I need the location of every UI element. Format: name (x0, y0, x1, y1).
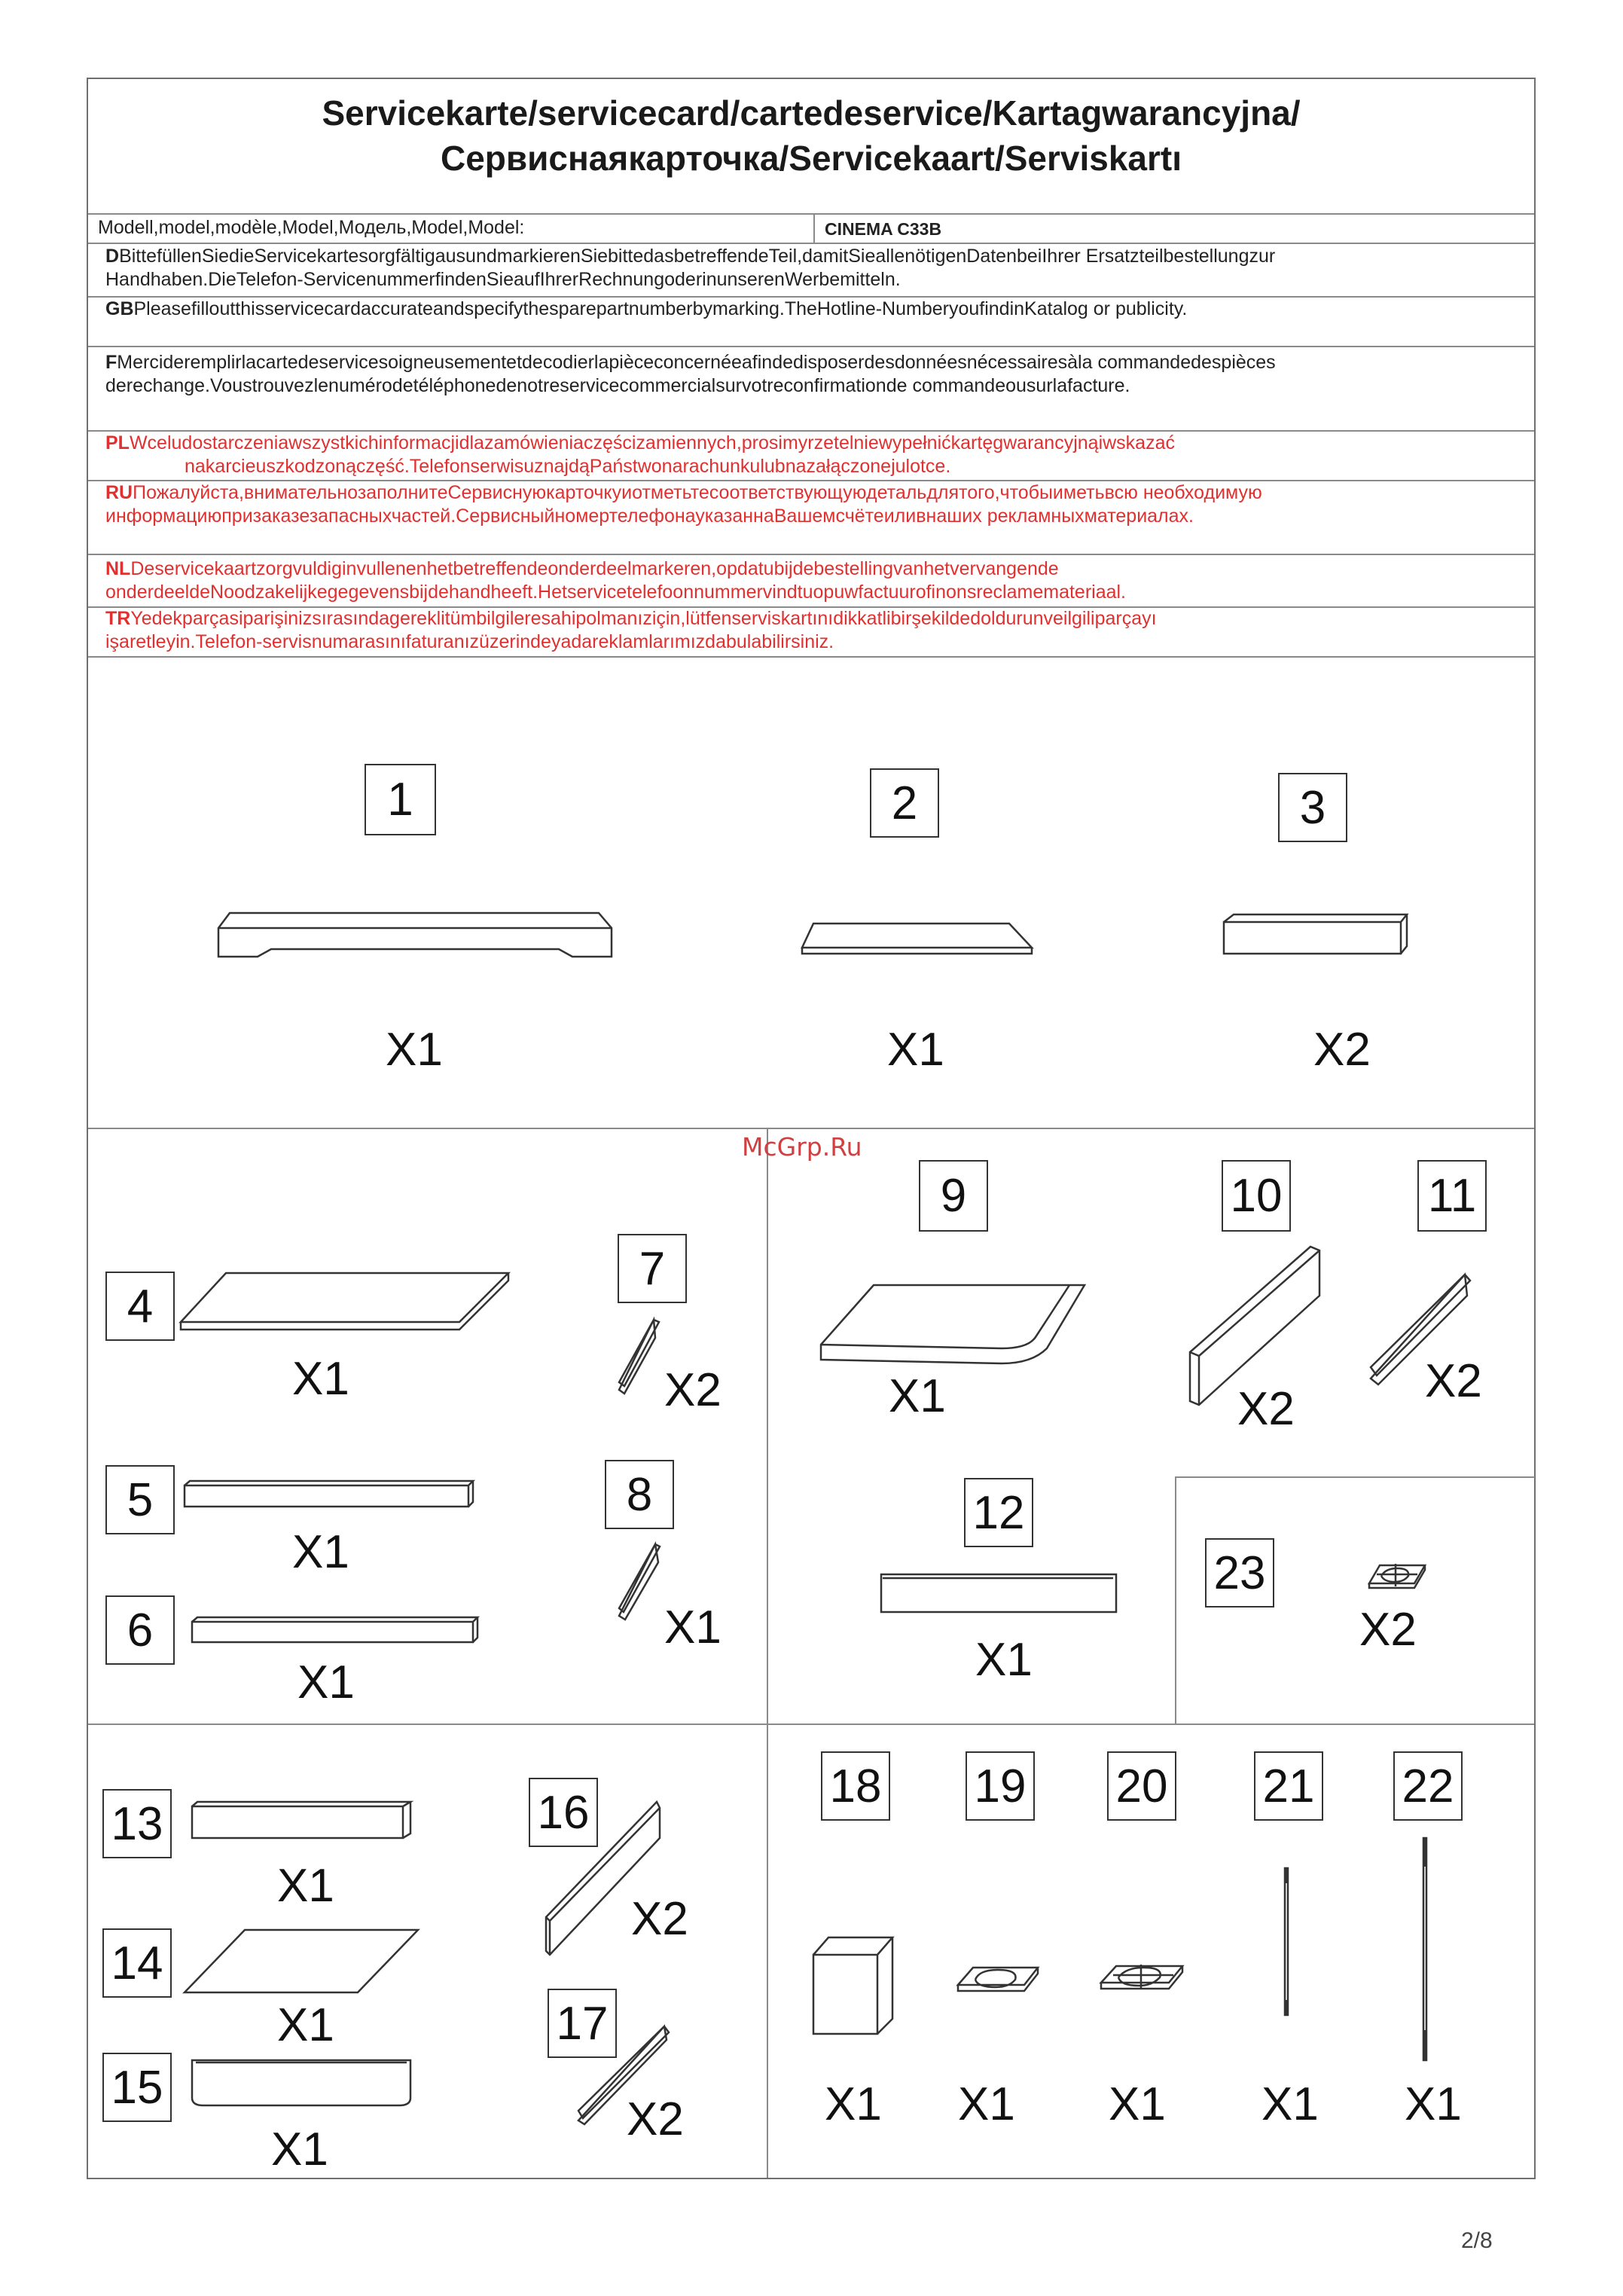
part-number-12[interactable]: 12 (964, 1478, 1033, 1547)
part-drawing-12 (881, 1574, 1116, 1612)
part-number-19[interactable]: 19 (966, 1751, 1035, 1821)
part-number-10[interactable]: 10 (1222, 1160, 1291, 1232)
part-drawing-22 (1423, 1838, 1426, 2060)
part-drawing-18 (813, 1937, 892, 2034)
part-qty-23: X2 (1359, 1604, 1417, 1656)
part-drawing-9 (821, 1285, 1085, 1363)
part-qty-17: X2 (627, 2093, 684, 2145)
model-label: Modell,model,modèle,Model,Модель,Model,Model: (98, 217, 525, 238)
title-line-2: Сервиснаякарточка/Servicekaart/Serviskartı (440, 139, 1182, 178)
instruction-ru: RUПожалуйста,внимательнозаполнитеСервиснуюкарточкуиотметьтесоответствующуюдетальдлятого,чтобыиметьвсю необходимую информациюпризаказезапасныхчастей.СервисныйномертелефонауказаннаВашемсчётеиливнаших рекламныхматериалах. (105, 482, 1262, 527)
part-number-7[interactable]: 7 (618, 1234, 687, 1303)
part-drawing-20 (1101, 1965, 1182, 1989)
part-drawing-10 (1190, 1247, 1319, 1405)
part-qty-3: X2 (1313, 1024, 1371, 1076)
part-drawing-3 (1224, 914, 1407, 954)
instruction-tr: TRYedekparçasiparişinizsırasındagereklitümbilgileresahipolmanıziçin,lütfenserviskartınıdikkatlibirşekildedoldurunveilgiliparçayı işaretleyin.Telefon-servisnumarasınıfaturanızüzerindeyadareklamlarımızdabulabilirsiniz. (105, 608, 1157, 652)
part-drawing-5 (185, 1481, 473, 1507)
part-number-13[interactable]: 13 (102, 1789, 172, 1858)
part-drawing-16 (546, 1802, 660, 1955)
part-number-14[interactable]: 14 (102, 1928, 172, 1998)
part-drawing-2 (802, 924, 1032, 954)
part-drawing-19 (958, 1968, 1038, 1991)
part-qty-14: X1 (277, 1999, 334, 2051)
part-qty-5: X1 (292, 1526, 349, 1578)
part-number-20[interactable]: 20 (1107, 1751, 1176, 1821)
part-qty-9: X1 (889, 1370, 946, 1422)
part-qty-15: X1 (271, 2123, 328, 2175)
watermark: McGrp.Ru (742, 1132, 862, 1162)
title-line-1: Servicekarte/servicecard/cartedeservice/Kartagwarancyjna/ (322, 93, 1301, 133)
part-qty-2: X1 (887, 1024, 944, 1076)
part-drawing-15 (192, 2060, 410, 2105)
part-number-3[interactable]: 3 (1278, 773, 1347, 842)
part-number-6[interactable]: 6 (105, 1595, 175, 1665)
part-number-5[interactable]: 5 (105, 1465, 175, 1534)
part-qty-22: X1 (1405, 2078, 1462, 2130)
part-qty-4: X1 (292, 1353, 349, 1405)
part-qty-7: X2 (664, 1364, 722, 1416)
part-drawing-13 (192, 1802, 410, 1838)
part-drawing-23 (1369, 1564, 1425, 1588)
part-qty-11: X2 (1425, 1355, 1482, 1407)
part-qty-19: X1 (958, 2078, 1015, 2130)
part-number-16[interactable]: 16 (529, 1778, 598, 1847)
part-number-4[interactable]: 4 (105, 1272, 175, 1341)
part-number-1[interactable]: 1 (365, 764, 436, 835)
part-number-22[interactable]: 22 (1393, 1751, 1463, 1821)
part-qty-20: X1 (1109, 2078, 1166, 2130)
part-number-18[interactable]: 18 (821, 1751, 890, 1821)
instruction-fr: FMercideremplirlacartedeservicesoigneusementetdecodierlapièceconcernéeafindedisposerdesdonnéesnécessairesàla commandedespièces derechange.Voustrouvezlenumérodetéléphonedenotreservicecommercialsurvotreconfirmationde commandeousurlafacture. (105, 352, 1276, 396)
part-drawing-14 (185, 1930, 418, 1992)
part-qty-10: X2 (1237, 1383, 1295, 1435)
part-qty-12: X1 (975, 1634, 1033, 1686)
part-qty-1: X1 (386, 1024, 443, 1076)
part-qty-8: X1 (664, 1601, 722, 1653)
part-drawing-4 (181, 1273, 508, 1330)
part-number-17[interactable]: 17 (548, 1989, 617, 2058)
part-drawing-17 (578, 2026, 669, 2124)
part-drawing-21 (1285, 1868, 1288, 2015)
part-number-15[interactable]: 15 (102, 2053, 172, 2122)
part-number-9[interactable]: 9 (919, 1160, 988, 1232)
model-value: CINEMA C33B (825, 219, 942, 239)
page-number: 2/8 (1461, 2228, 1493, 2253)
part-drawing-6 (192, 1617, 477, 1642)
instruction-de: DBittefüllenSiedieServicekartesorgfältigausundmarkierenSiebittedasbetreffendeTeil,damitSieallenötigenDatenbeiIhrer Ersatzteilbestellungzur Handhaben.DieTelefon-ServicenummerfindenSieaufIhrerRechnungoderinunserenWerbemitteln. (105, 246, 1276, 290)
part-drawing-11 (1371, 1275, 1470, 1385)
instruction-pl: PLWceludostarczeniawszystkichinformacjidlazamówieniaczęścizamiennych,prosimyrzetelniewypełnićkartęgwarancyjnąiwskazać nakarcieuszkodzonączęść.TelefonserwisuznajdąPaństwonarachunkulubnazałączonejulotce. (105, 432, 1175, 477)
instruction-gb: GBPleasefilloutthisservicecardaccurateandspecifythesparepartnumberbymarking.TheHotline-NumberyoufindinKatalog or publicity. (105, 298, 1188, 319)
part-number-2[interactable]: 2 (870, 768, 939, 838)
part-qty-13: X1 (277, 1860, 334, 1912)
part-qty-6: X1 (297, 1656, 355, 1708)
part-number-23[interactable]: 23 (1205, 1538, 1274, 1608)
part-drawing-1 (218, 913, 612, 957)
part-number-8[interactable]: 8 (605, 1460, 674, 1529)
part-drawing-8 (619, 1544, 660, 1620)
part-number-21[interactable]: 21 (1254, 1751, 1323, 1821)
part-qty-18: X1 (825, 2078, 882, 2130)
part-drawing-7 (619, 1320, 659, 1394)
part-qty-16: X2 (631, 1893, 688, 1945)
instruction-nl: NLDeservicekaartzorgvuldiginvullenenhetbetreffendeonderdeelmarkeren,opdatubijdebestellingvanhetvervangende onderdeeldeNoodzakelijkegegevensbijdehandheeft.Hetservicetelefoonnummervindtuopuwfactuurofinonsreclamemateriaal. (105, 558, 1127, 603)
part-qty-21: X1 (1261, 2078, 1319, 2130)
part-number-11[interactable]: 11 (1417, 1160, 1487, 1232)
